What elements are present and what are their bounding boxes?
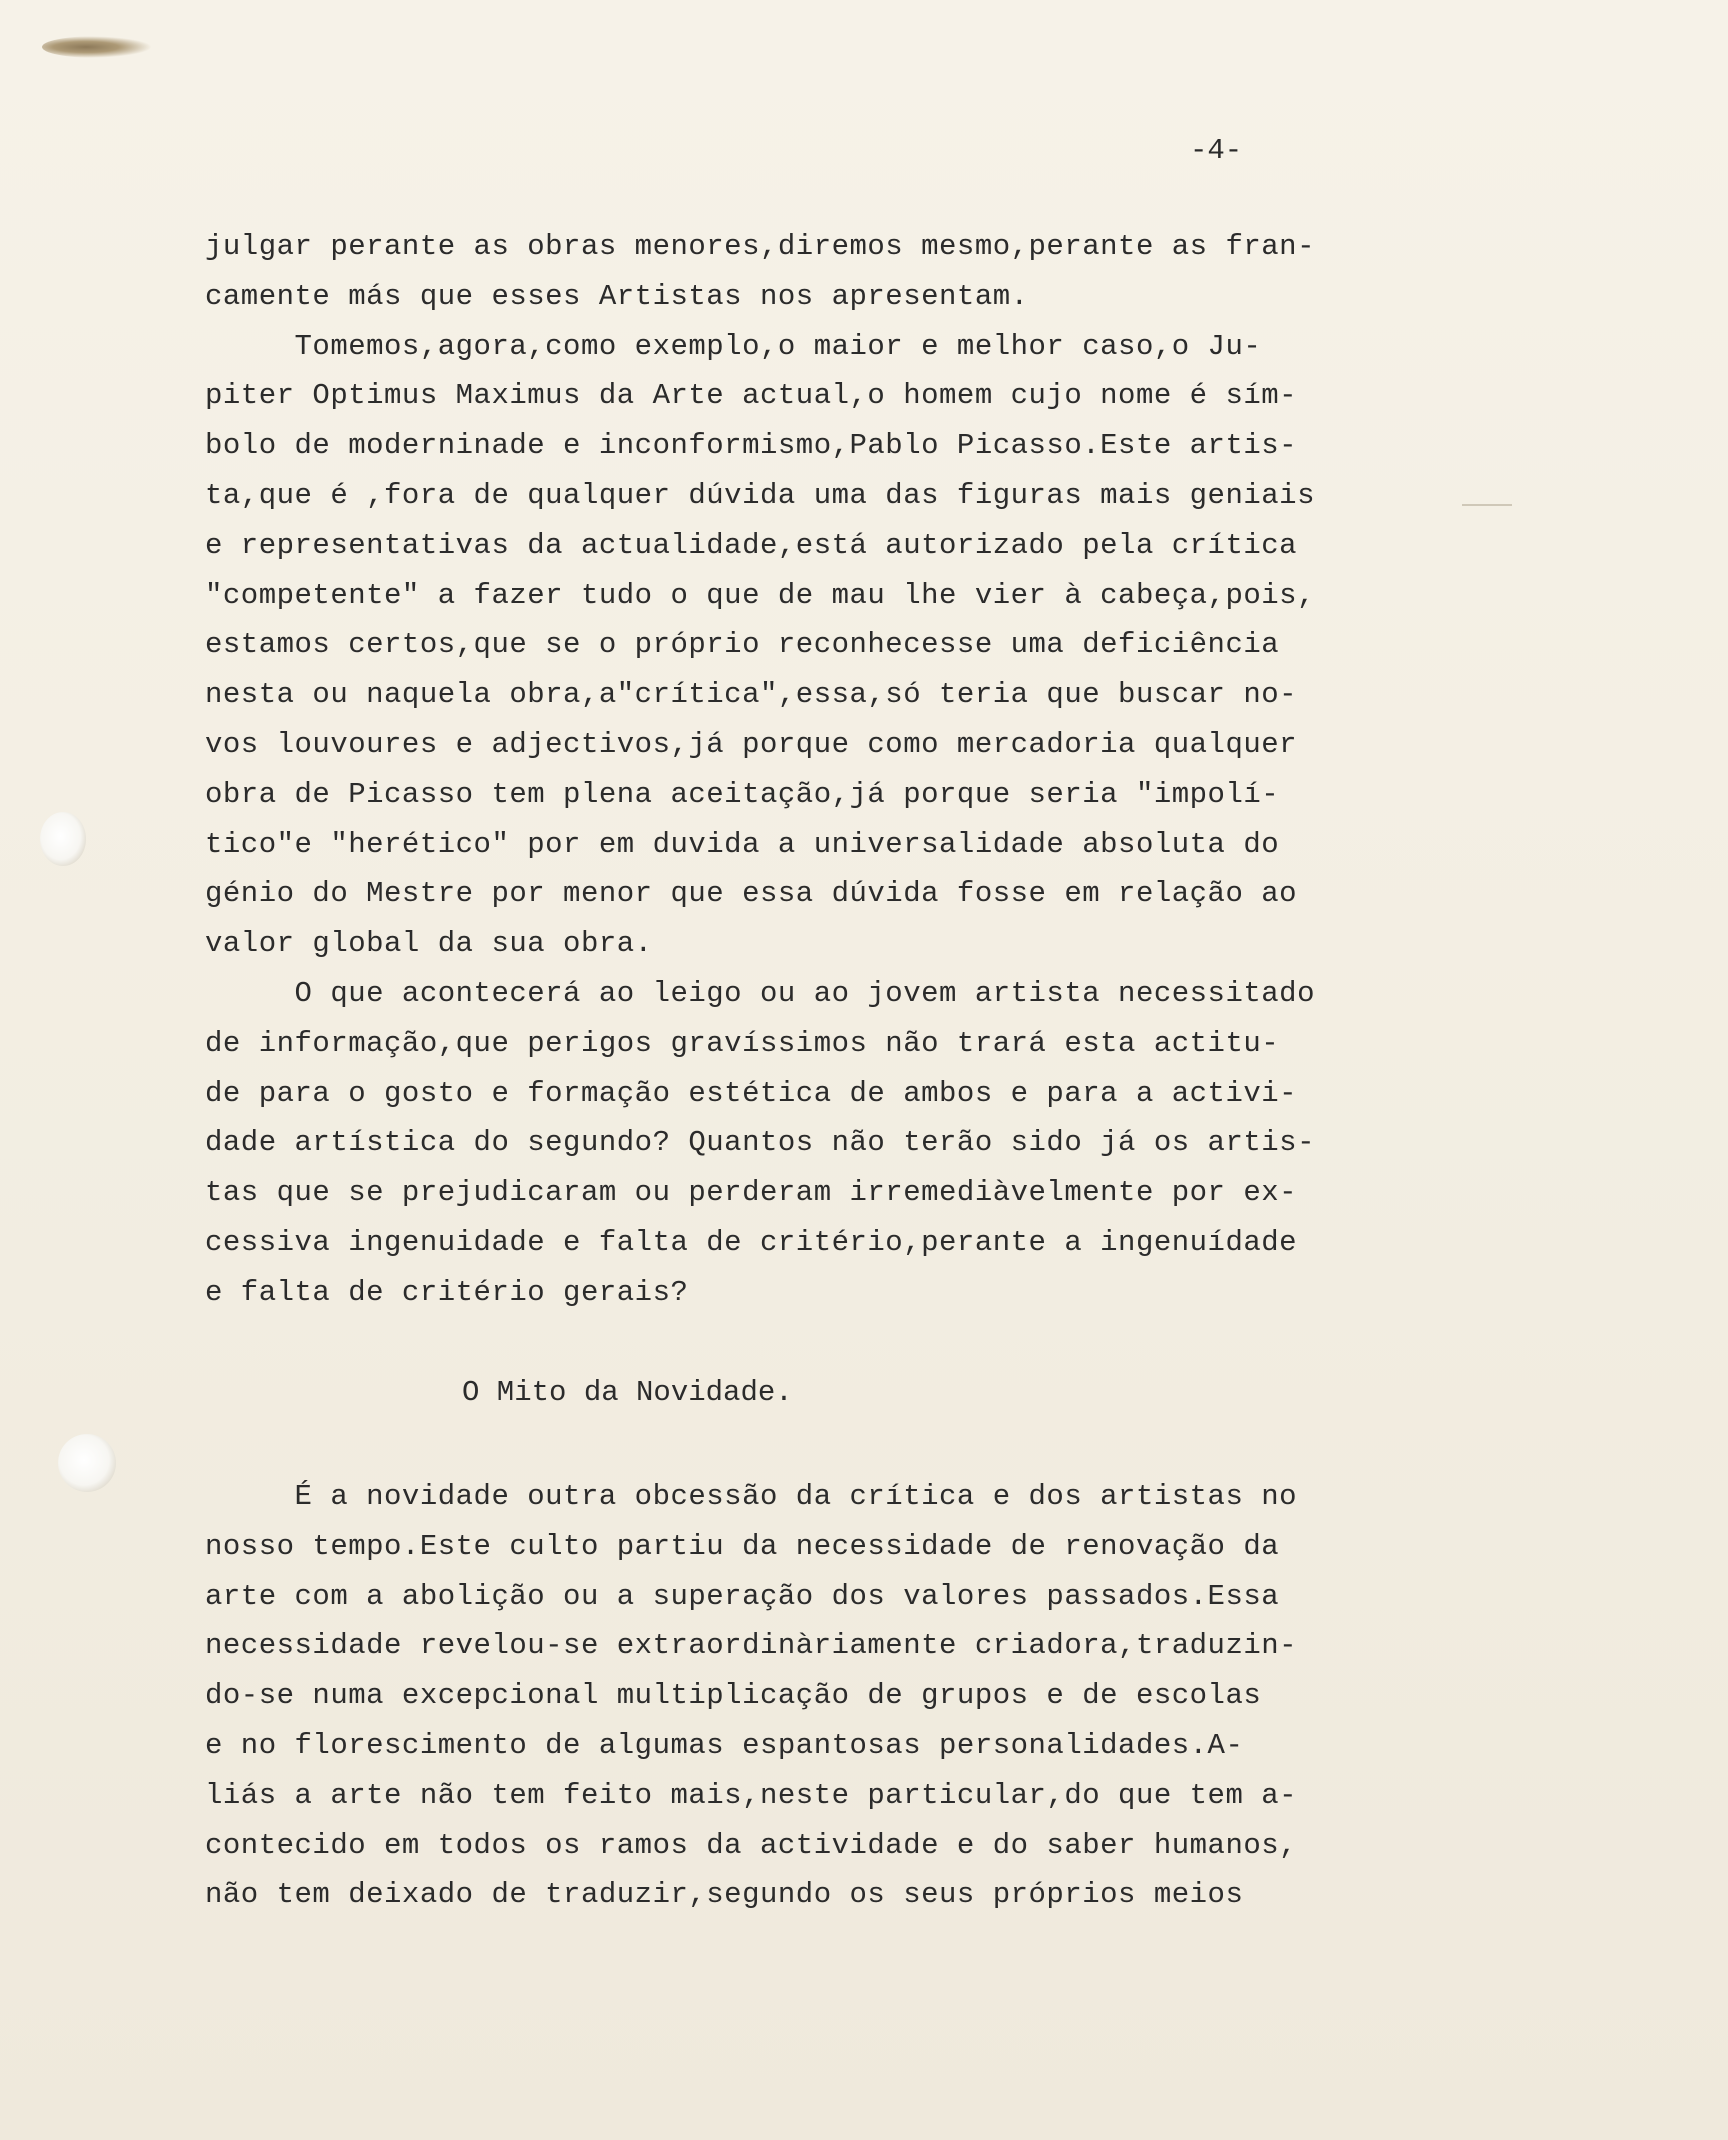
text-line: bolo de moderninade e inconformismo,Pablo Picasso.Este artis- [205,429,1298,463]
paragraph-novidade [205,1472,1470,1920]
text-line: dade artística do segundo? Quantos não terão sido já os artis- [205,1126,1315,1160]
paragraph-picasso [205,222,1470,1318]
text-line: O que acontecerá ao leigo ou ao jovem artista necessitado [205,976,1315,1010]
text-line: génio do Mestre por menor que essa dúvida fosse em relação ao [205,877,1298,911]
text-line: e falta de critério gerais? [205,1275,689,1309]
text-line: arte com a abolição ou a superação dos valores passados.Essa [205,1579,1280,1613]
text-line: vos louvoures e adjectivos,já porque como mercadoria qualquer [205,727,1298,761]
section-heading: O Mito da Novidade. [462,1376,793,1409]
text-line: de informação,que perigos gravíssimos não trará esta actitu- [205,1026,1280,1060]
text-line: ta,que é ,fora de qualquer dúvida uma das figuras mais geniais [205,478,1315,512]
page-number: -4- [1190,134,1243,167]
text-line: e no florescimento de algumas espantosas personalidades.A- [205,1728,1244,1762]
text-line: cessiva ingenuidade e falta de critério,perante a ingenuídade [205,1225,1298,1259]
punch-hole [58,1434,116,1492]
text-line: julgar perante as obras menores,diremos mesmo,perante as fran- [205,230,1315,263]
text-line: obra de Picasso tem plena aceitação,já porque seria "impolí- [205,777,1280,811]
text-line: necessidade revelou-se extraordinàriamente criadora,traduzin- [205,1629,1298,1663]
text-line: do-se numa excepcional multiplicação de grupos e de escolas [205,1679,1262,1713]
punch-hole [40,812,86,866]
text-line: nosso tempo.Este culto partiu da necessidade de renovação da [205,1529,1280,1563]
text-line: Tomemos,agora,como exemplo,o maior e melhor caso,o Ju- [205,329,1262,363]
text-line: piter Optimus Maximus da Arte actual,o homem cujo nome é sím- [205,379,1298,413]
text-line: tas que se prejudicaram ou perderam irremediàvelmente por ex- [205,1176,1298,1210]
text-line: nesta ou naquela obra,a"crítica",essa,só teria que buscar no- [205,678,1298,712]
text-line: tico"e "herético" por em duvida a universalidade absoluta do [205,827,1280,861]
text-line: valor global da sua obra. [205,927,653,961]
text-line: e representativas da actualidade,está autorizado pela crítica [205,528,1298,562]
text-line: camente más que esses Artistas nos apresentam. [205,279,1029,313]
text-line: estamos certos,que se o próprio reconhecesse uma deficiência [205,628,1280,662]
text-line: de para o gosto e formação estética de ambos e para a activi- [205,1076,1298,1110]
text-line: "competente" a fazer tudo o que de mau lhe vier à cabeça,pois, [205,578,1315,612]
text-line: contecido em todos os ramos da actividade e do saber humanos, [205,1828,1298,1862]
text-line: não tem deixado de traduzir,segundo os seus próprios meios [205,1878,1244,1912]
text-line: liás a arte não tem feito mais,neste particular,do que tem a- [205,1778,1298,1812]
text-line: É a novidade outra obcessão da crítica e dos artistas no [205,1480,1298,1513]
paper-stain [42,36,152,58]
